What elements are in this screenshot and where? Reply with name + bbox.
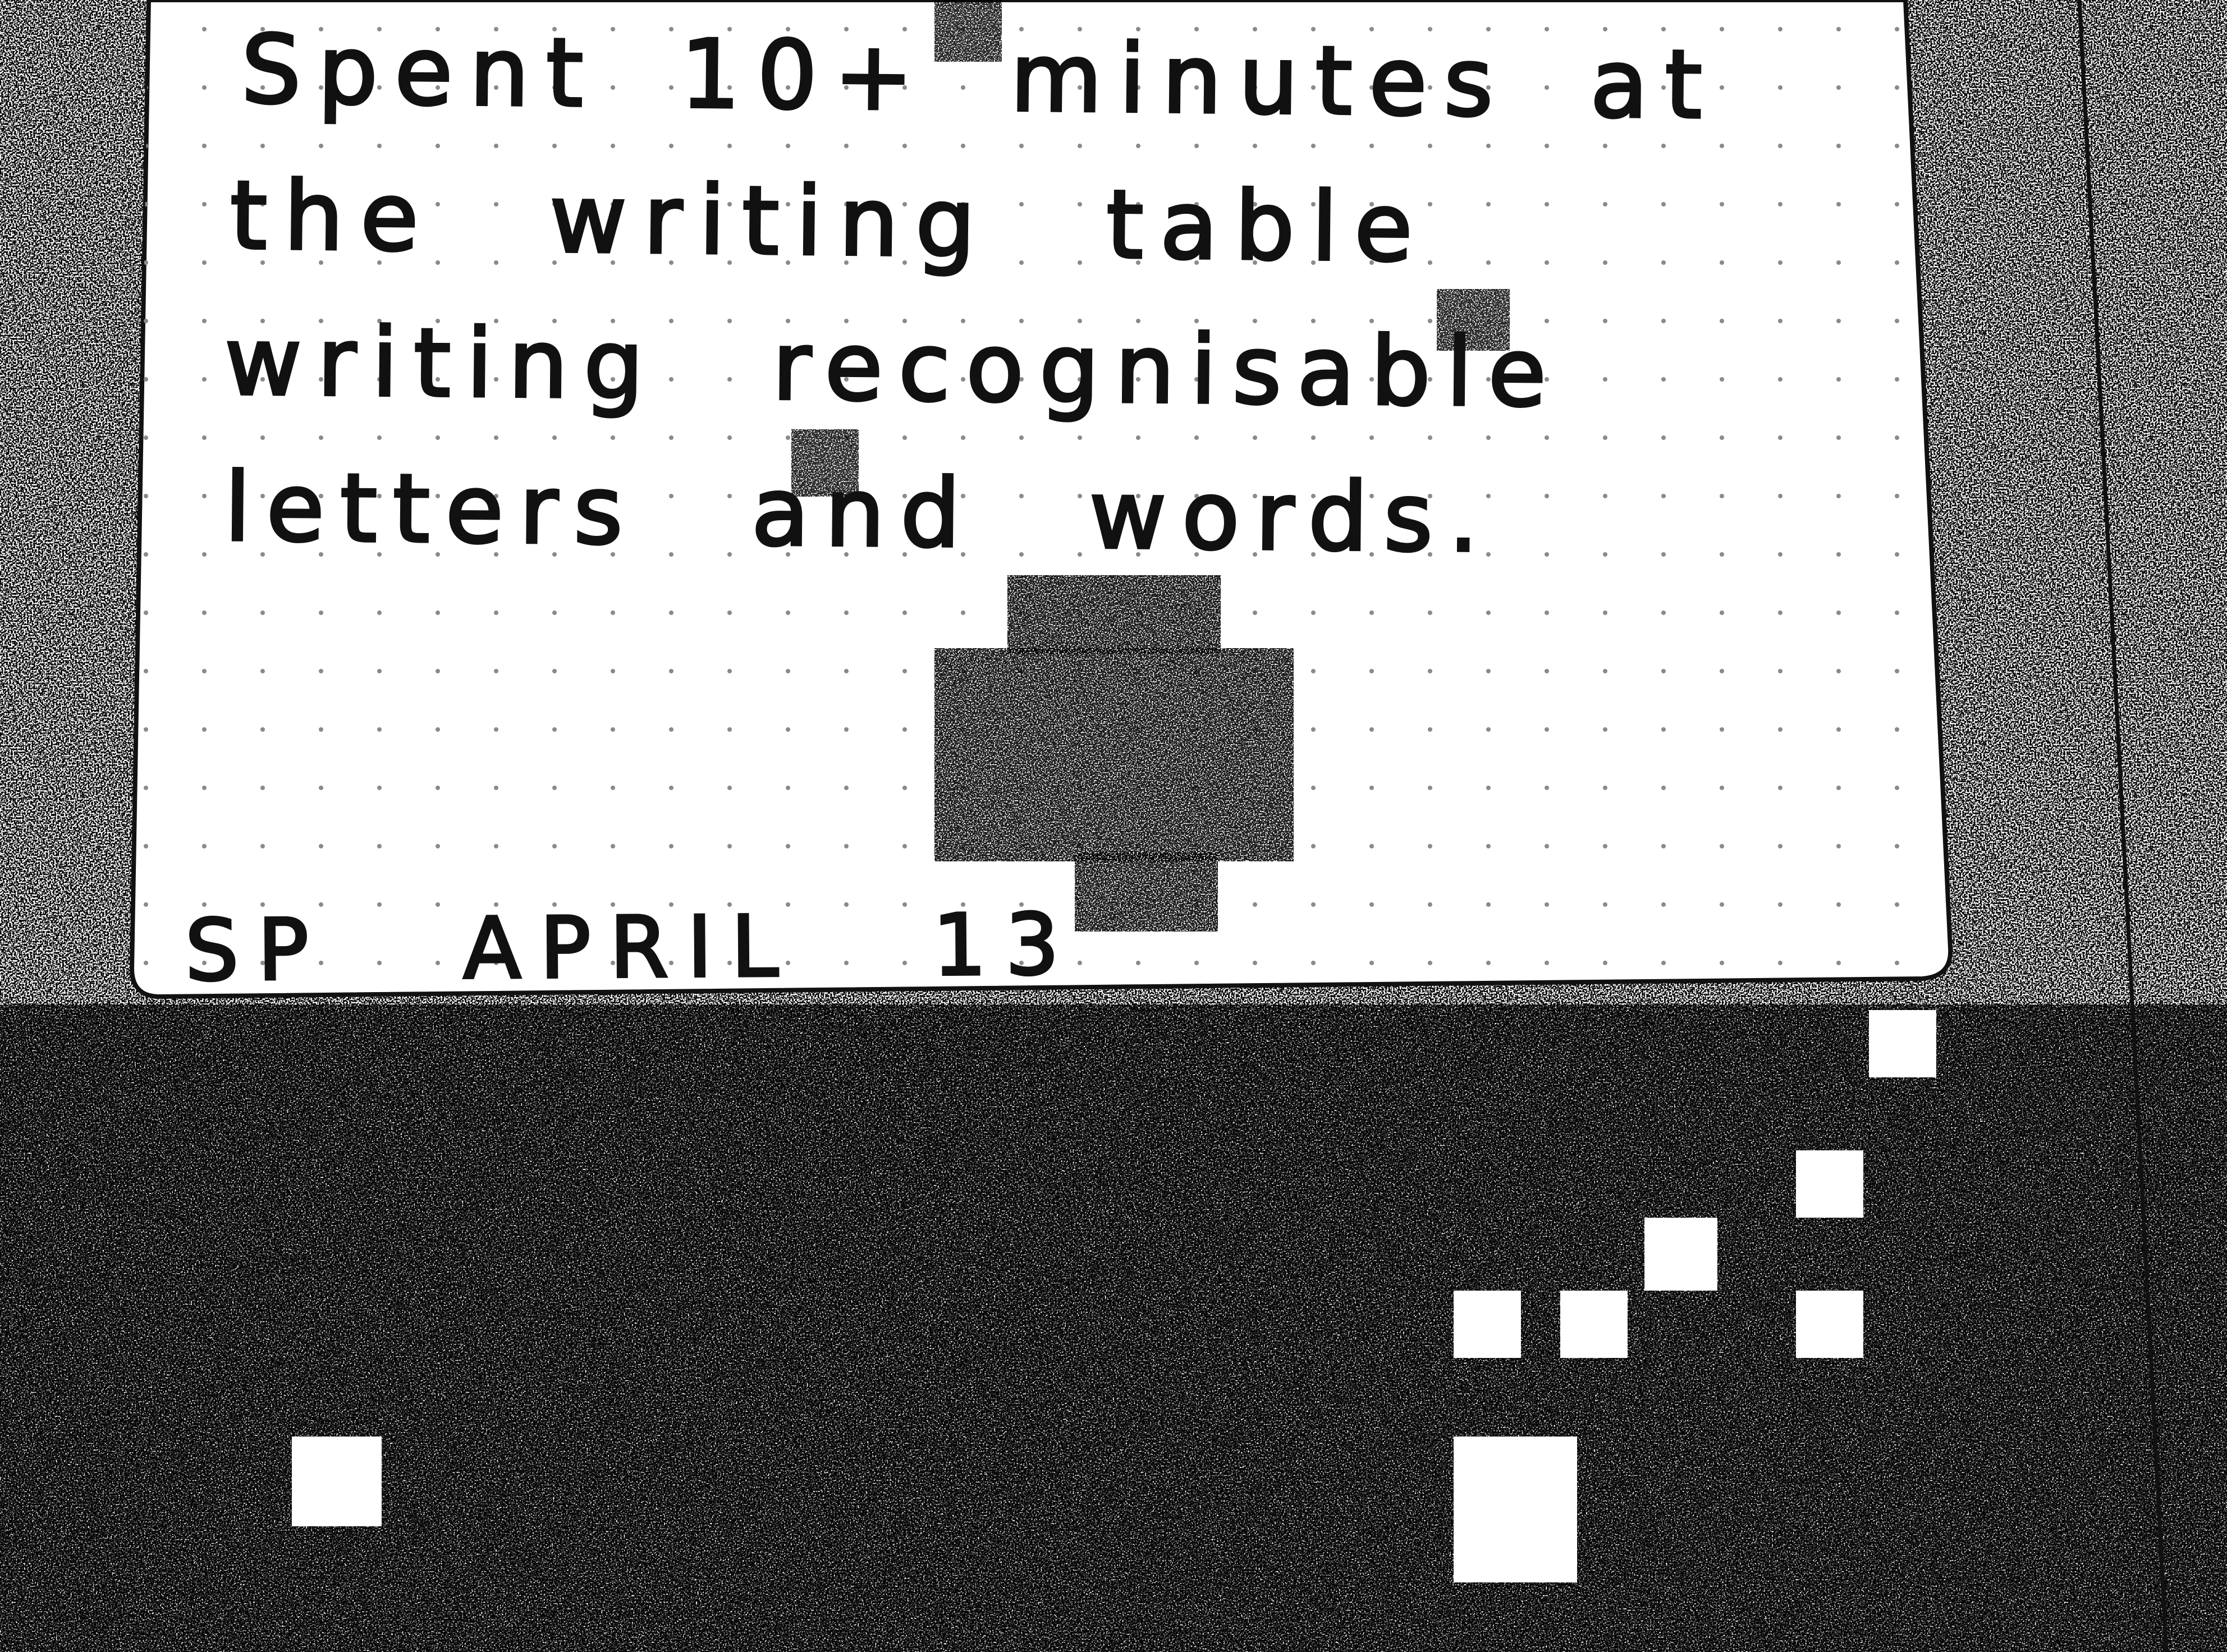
note-line-4: letters and words.	[224, 452, 1495, 573]
note-line-1: Spent 10+ minutes at	[240, 15, 1720, 140]
speckle-layer-dense	[0, 1004, 2227, 1652]
signature-date: SP APRIL 13	[185, 896, 1079, 1000]
note-line-3: writing recognisable	[224, 306, 1562, 428]
note-line-2: the writing table	[229, 160, 1430, 283]
